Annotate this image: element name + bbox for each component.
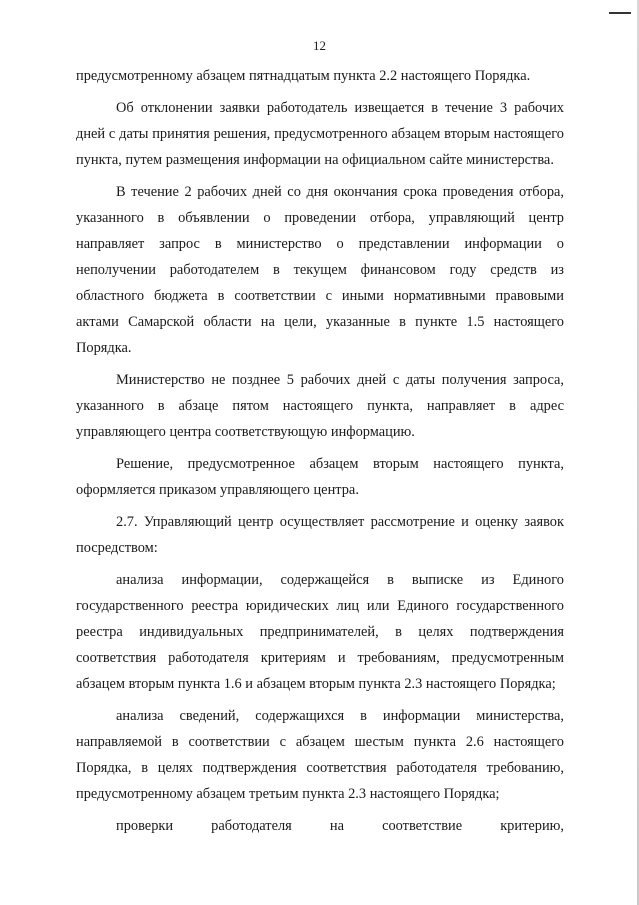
paragraph: В течение 2 рабочих дней со дня окончания срока проведения отбора, указанного в объявлении о проведении отбора, управляющий центр направляет запрос в министерство о представлении информации о неполучении работодателем в текущем финансовом году средств из областного бюджета в соответствии с иными нормативными правовыми актами Самарской области на цели, указанные в пункте 1.5 настоящего Порядка. — [76, 184, 564, 356]
paragraph: Министерство не позднее 5 рабочих дней с даты получения запроса, указанного в абзаце пятом настоящего пункта, направляет в адрес управляющего центра соответствующую информацию. — [76, 372, 564, 440]
paragraph: Об отклонении заявки работодатель извещается в течение 3 рабочих дней с даты принятия решения, предусмотренного абзацем вторым настоящего пункта, путем размещения информации на официальном сайте министерства. — [76, 100, 564, 168]
paragraph: анализа информации, содержащейся в выписке из Единого государственного реестра юридических лиц или Единого государственного реестра индивидуальных предпринимателей, в целях подтверждения соответствия работодателя критериям и требованиям, предусмотренным абзацем вторым пункта 1.6 и абзацем вторым пункта 2.3 настоящего Порядка; — [76, 572, 564, 692]
paragraph-section-2-7: 2.7. Управляющий центр осуществляет рассмотрение и оценку заявок посредством: — [76, 514, 564, 556]
document-body — [76, 63, 564, 839]
corner-mark — [609, 12, 631, 14]
page-number: 12 — [313, 38, 326, 53]
paragraph-continuation: предусмотренному абзацем пятнадцатым пункта 2.2 настоящего Порядка. — [76, 68, 531, 84]
paragraph: анализа сведений, содержащихся в информации министерства, направляемой в соответствии с абзацем шестым пункта 2.6 настоящего Порядка, в целях подтверждения соответствия работодателя требованию, предусмотренному абзацем третьим пункта 2.3 настоящего Порядка; — [76, 708, 564, 802]
paragraph-trailing: проверки работодателя на соответствие критерию, — [116, 818, 564, 834]
paragraph: Решение, предусмотренное абзацем вторым настоящего пункта, оформляется приказом управляющего центра. — [76, 456, 564, 498]
